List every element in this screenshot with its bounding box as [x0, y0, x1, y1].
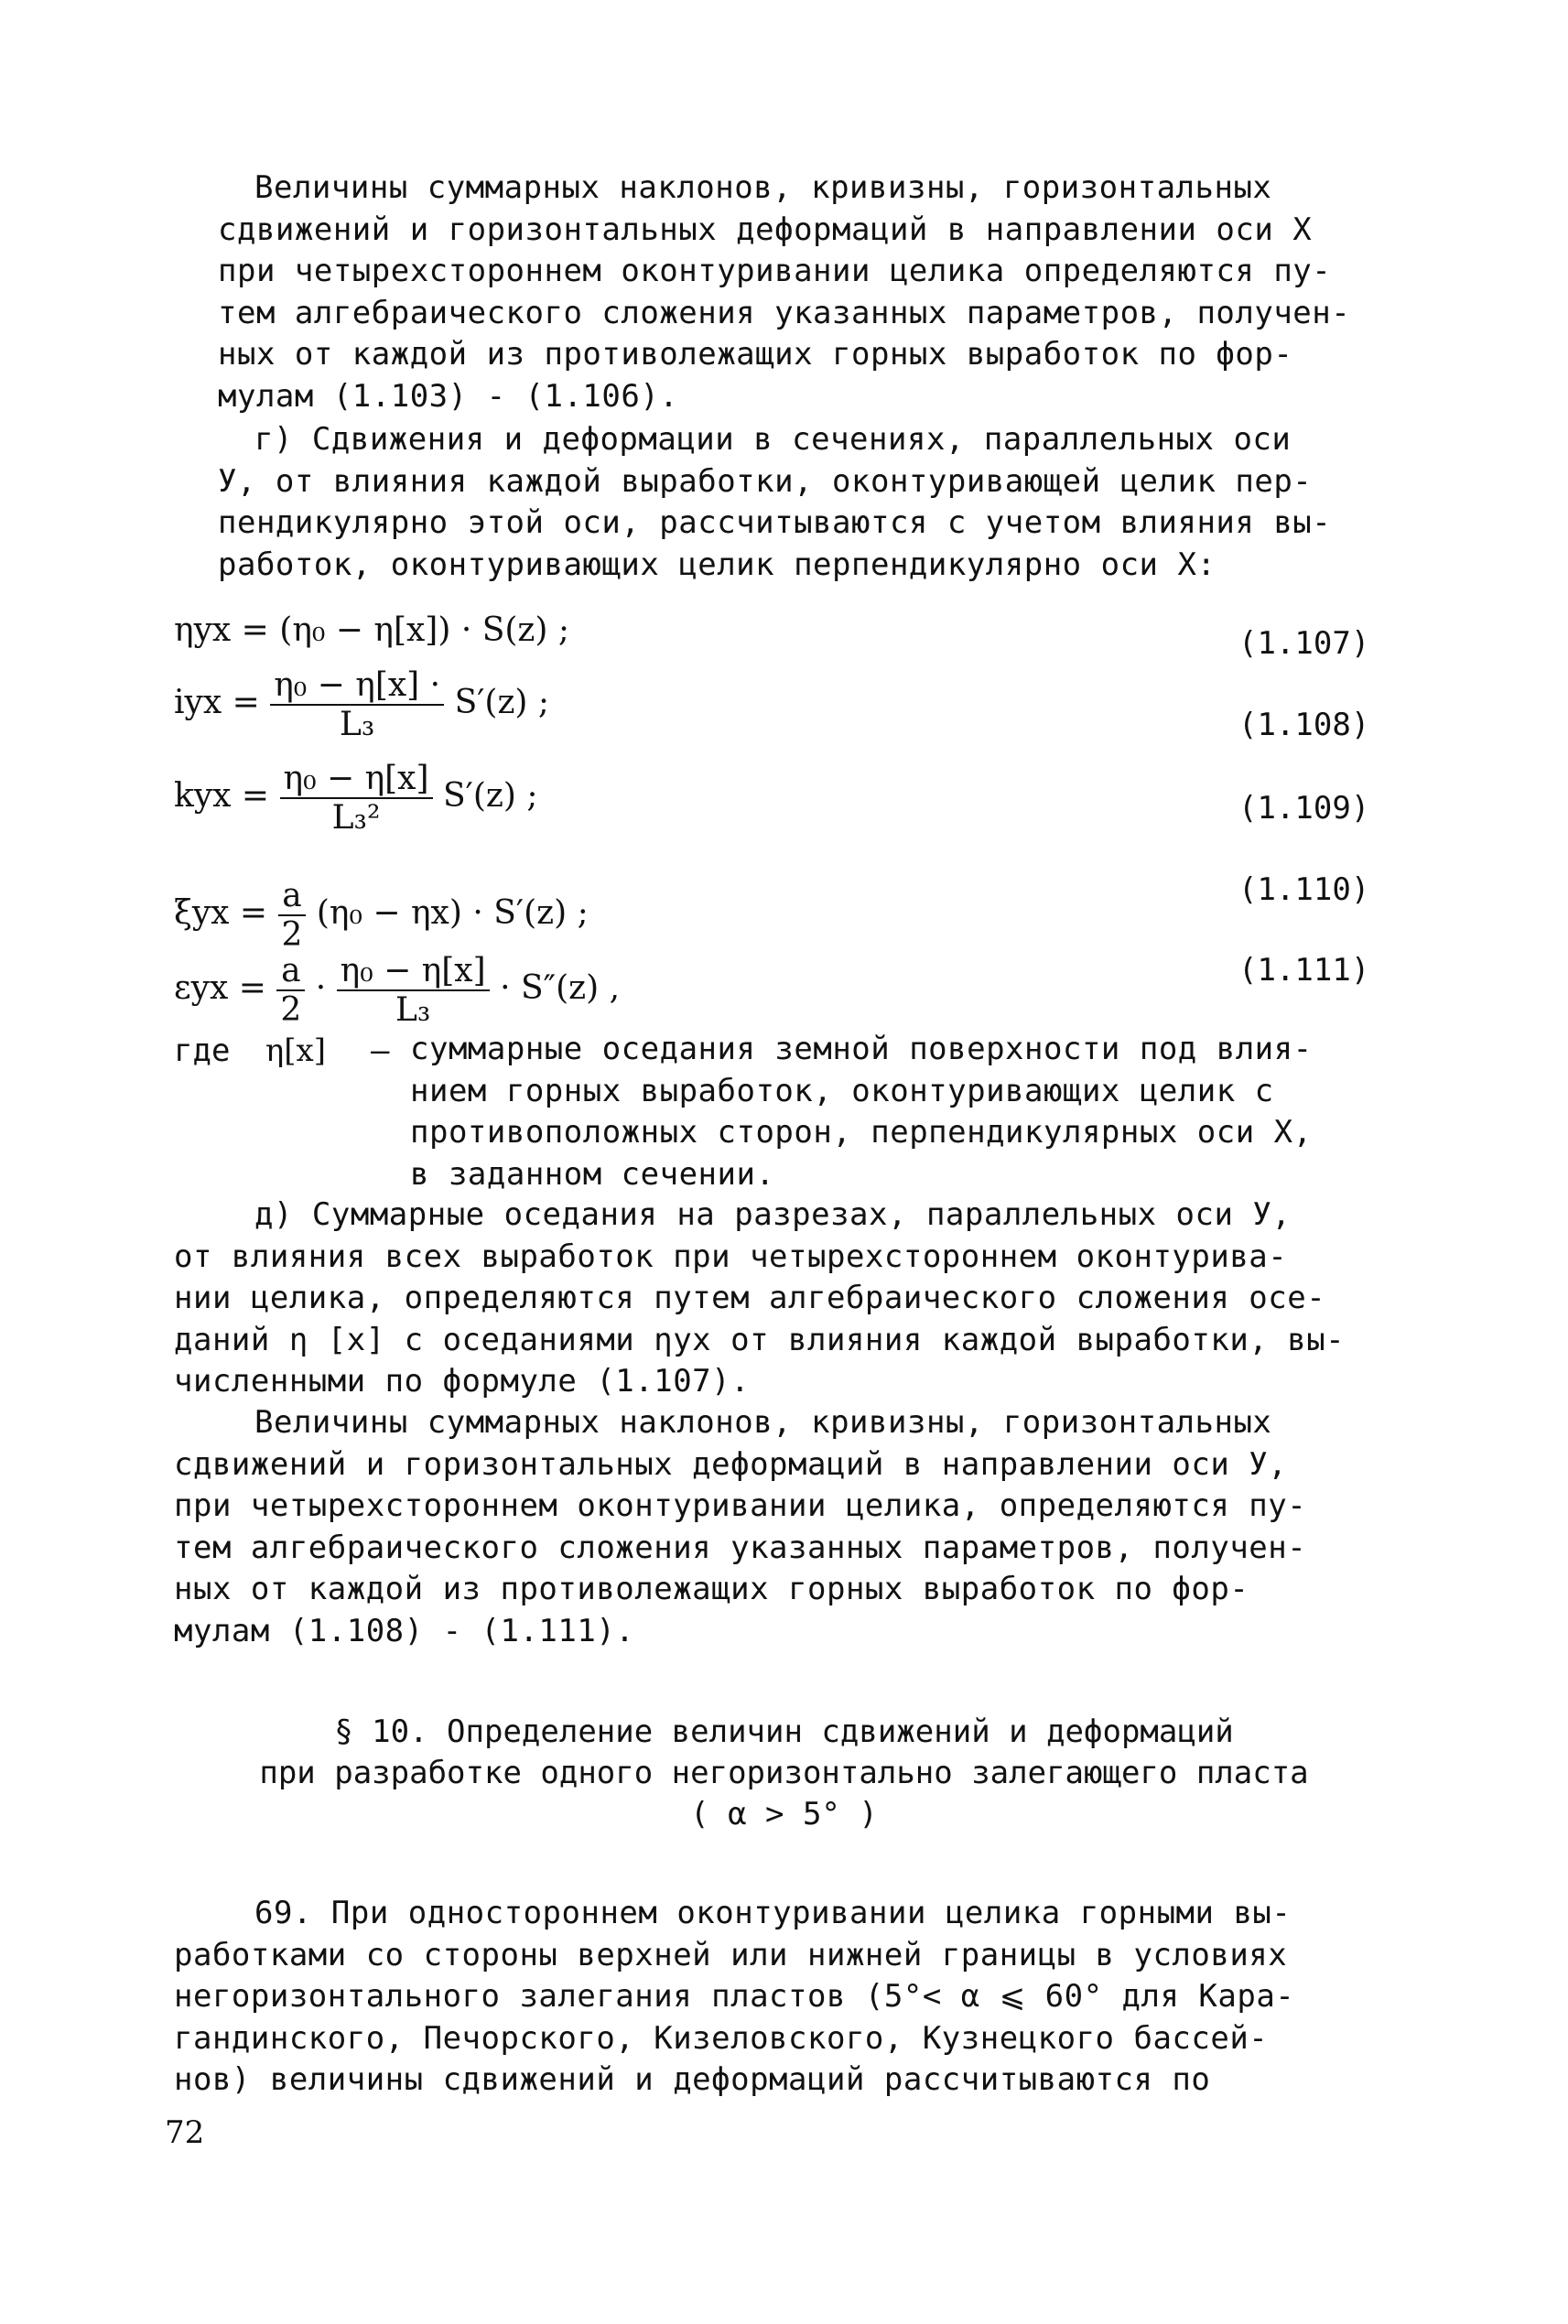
denominator: L₃ [340, 706, 375, 743]
fraction [270, 666, 444, 743]
section-heading-line-1: § 10. Определение величин сдвижений и деформаций [334, 1713, 1234, 1750]
text-line: даний η [x] с оседаниями ηyx от влияния каждой выработки, вы- [174, 1321, 1346, 1358]
text-line: нии целика, определяются путем алгебраического сложения осе- [174, 1280, 1326, 1316]
paragraph-2 [218, 419, 1426, 586]
formula-1-107 [174, 611, 569, 649]
text-line: при четырехстороннем оконтуривании целика определяются пу- [218, 253, 1332, 289]
formula-1-111 [174, 952, 620, 1029]
text-line: суммарные оседания земной поверхности под влия- [410, 1031, 1313, 1067]
where-symbol: η[x] [265, 1032, 326, 1069]
numerator: η₀ − η[x] [337, 952, 490, 991]
denominator: 2 [281, 916, 303, 954]
paragraph-4 [174, 1402, 1382, 1652]
text-line: г) Сдвижения и деформации в сечениях, параллельных оси [254, 421, 1292, 458]
text-line: негоризонтального залегания пластов (5°< α ⩽ 60° для Кара- [174, 1978, 1295, 2015]
paragraph-1 [218, 168, 1426, 417]
formula-lhs: iyx = [174, 684, 260, 721]
text-line: тем алгебраического сложения указанных параметров, получен- [218, 294, 1351, 331]
fraction [278, 877, 307, 954]
numerator: η₀ − η[x] [280, 760, 433, 799]
equation-number: (1.110) [1238, 871, 1370, 908]
text-line: противоположных сторон, перпендикулярных оси X, [410, 1114, 1313, 1151]
text-line: от влияния всех выработок при четырехстороннем оконтурива- [174, 1238, 1288, 1275]
text-line: 69. При одностороннем оконтуривании целика горными вы- [254, 1895, 1292, 1931]
text-line: Величины суммарных наклонов, кривизны, горизонтальных [254, 1404, 1272, 1441]
text-line: ных от каждой из противолежащих горных выработок по фор- [174, 1571, 1249, 1607]
denominator: 2 [280, 991, 302, 1029]
formula-1-110 [174, 877, 589, 954]
where-dash: – [371, 1032, 390, 1069]
fraction [276, 952, 305, 1029]
fraction [280, 760, 433, 837]
text-line: тем алгебраического сложения указанных параметров, получен- [174, 1529, 1307, 1566]
text-line: мулам (1.103) - (1.106). [218, 377, 679, 415]
numerator: a [278, 877, 307, 916]
formula-1-109 [174, 760, 537, 837]
text-line: д) Суммарные оседания на разрезах, параллельных оси У, [254, 1196, 1292, 1233]
text-line: У, от влияния каждой выработки, оконтуривающей целик пер- [218, 462, 1313, 500]
text-line: Величины суммарных наклонов, кривизны, горизонтальных [254, 169, 1272, 206]
formula-tail: S′(z) ; [454, 684, 550, 721]
denominator: L₃² [331, 799, 381, 837]
numerator: a [276, 952, 305, 991]
formula-lhs: εyx = [174, 969, 266, 1007]
dot-operator: · [315, 969, 327, 1007]
text-line: мулам (1.108) - (1.111). [174, 1612, 635, 1649]
page-number: 72 [165, 2114, 205, 2151]
equation-number: (1.107) [1238, 625, 1370, 662]
equation-number: (1.109) [1238, 790, 1370, 827]
text-line: пендикулярно этой оси, рассчитываются с учетом влияния вы- [218, 504, 1332, 541]
where-word: где [174, 1032, 231, 1069]
formula-tail: S′(z) ; [442, 777, 538, 815]
formula-body: = (η₀ − η[x]) · S(z) ; [241, 611, 570, 649]
where-label [174, 1032, 326, 1069]
numerator: η₀ − η[x] · [270, 666, 444, 706]
denominator: L₃ [395, 991, 431, 1029]
text-line: ных от каждой из противолежащих горных выработок по фор- [218, 336, 1293, 373]
section-heading-line-2: при разработке одного негоризонтально залегающего пласта [259, 1755, 1309, 1791]
text-line: в заданном сечении. [410, 1155, 775, 1193]
text-line: сдвижений и горизонтальных деформаций в направлении оси X [218, 211, 1313, 248]
formula-1-108 [174, 666, 549, 743]
text-line: работками со стороны верхней или нижней границы в условиях [174, 1936, 1288, 1973]
text-line: при четырехстороннем оконтуривании целика, определяются пу- [174, 1487, 1307, 1524]
paragraph-5 [174, 1893, 1382, 2102]
text-line: нием горных выработок, оконтуривающих целик с [410, 1072, 1274, 1109]
formula-lhs: ηyx [174, 611, 232, 649]
text-line: работок, оконтуривающих целик перпендикулярно оси X: [218, 546, 1217, 583]
text-line: численными по формуле (1.107). [174, 1363, 751, 1400]
formula-lhs: ξyx = [174, 894, 268, 932]
text-line: сдвижений и горизонтальных деформаций в направлении оси У, [174, 1445, 1288, 1483]
where-description [410, 1029, 1426, 1195]
formula-tail: (η₀ − ηx) · S′(z) ; [316, 894, 589, 932]
equation-number: (1.108) [1238, 707, 1370, 743]
paragraph-3 [174, 1194, 1382, 1403]
formula-lhs: kyx = [174, 777, 270, 815]
fraction [337, 952, 490, 1029]
formula-tail: · S″(z) , [500, 969, 621, 1007]
equation-number: (1.111) [1238, 952, 1370, 989]
section-heading-line-3: ( α > 5° ) [690, 1796, 878, 1832]
text-line: гандинского, Печорского, Кизеловского, Кузнецкого бассей- [174, 2019, 1269, 2057]
text-line: нов) величины сдвижений и деформаций рассчитываются по [174, 2061, 1211, 2098]
